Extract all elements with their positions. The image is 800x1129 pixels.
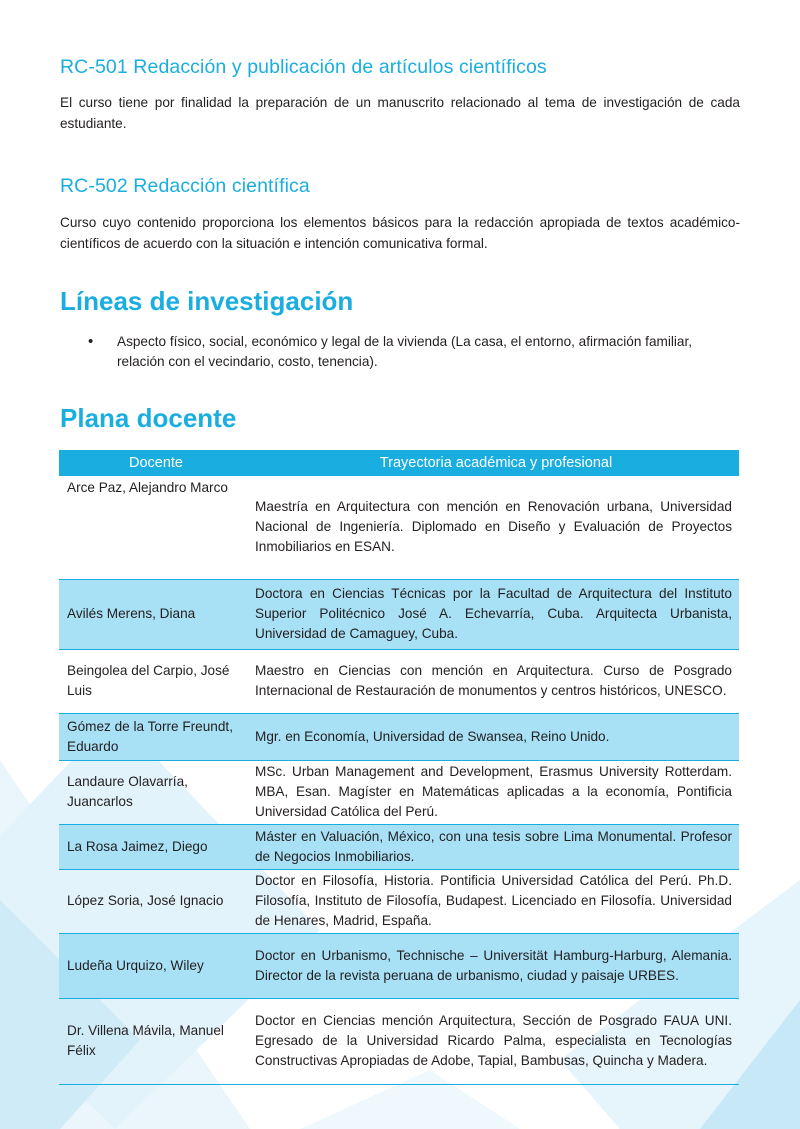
docente-trajectory: Doctora en Ciencias Técnicas por la Facultad de Arquitectura del Instituto Superior Politécnico José A. Echevarría, Cuba. Arquitecta Urbanista, Universidad de Camaguey, Cuba.: [253, 579, 739, 649]
docente-trajectory: Máster en Valuación, México, con una tesis sobre Lima Monumental. Profesor de Negocios Inmobiliarios.: [253, 824, 739, 869]
docente-trajectory: Doctor en Urbanismo, Technische – Universität Hamburg-Harburg, Alemania. Director de la revista peruana de urbanismo, ciudad y paisaje URBES.: [253, 933, 739, 998]
research-line-item: • Aspecto físico, social, económico y legal de la vivienda (La casa, el entorno, afirmación familiar, relación con el vecindario, costo, tenencia).: [88, 332, 708, 372]
docente-name: Dr. Villena Mávila, Manuel Félix: [59, 998, 253, 1084]
docente-name: López Soria, José Ignacio: [59, 869, 253, 933]
header-trayectoria: Trayectoria académica y profesional: [253, 450, 739, 476]
table-row: [59, 998, 739, 1084]
docente-trajectory: Doctor en Ciencias mención Arquitectura, Sección de Posgrado FAUA UNI. Egresado de la Universidad Ricardo Palma, especialista en Tecnologías Constructivas Apropiadas de Adobe, Tapial, Bambusas, Quincha y Madera.: [253, 998, 739, 1084]
docente-trajectory: MSc. Urban Management and Development, Erasmus University Rotterdam. MBA, Esan. Magíster en Matemáticas aplicadas a la economía, Pontificia Universidad Católica del Perú.: [253, 760, 739, 824]
table-row: [59, 933, 739, 998]
docente-name: Landaure Olavarría, Juancarlos: [59, 760, 253, 824]
docente-trajectory: Maestro en Ciencias con mención en Arquitectura. Curso de Posgrado Internacional de Restauración de monumentos y centros históricos, UNESCO.: [253, 649, 739, 713]
table-row: [59, 713, 739, 760]
docente-name: La Rosa Jaimez, Diego: [59, 824, 253, 869]
table-row: [59, 579, 739, 649]
table-row: [59, 760, 739, 824]
course-description-rc502: Curso cuyo contenido proporciona los elementos básicos para la redacción apropiada de textos académico-científicos de acuerdo con la situación e intención comunicativa formal.: [60, 215, 740, 251]
research-lines-list: [88, 332, 708, 372]
research-lines-title: Líneas de investigación: [60, 286, 354, 316]
course-description-rc501: El curso tiene por finalidad la preparación de un manuscrito relacionado al tema de investigación de cada estudiante.: [60, 95, 740, 131]
faculty-table-header: [59, 450, 739, 476]
table-row: [59, 476, 739, 579]
course-title-rc502: RC-502 Redacción científica: [60, 175, 310, 197]
docente-name: Gómez de la Torre Freundt, Eduardo: [59, 713, 253, 760]
docente-name: Ludeña Urquizo, Wiley: [59, 933, 253, 998]
table-row: [59, 649, 739, 713]
docente-trajectory: Doctor en Filosofía, Historia. Pontificia Universidad Católica del Perú. Ph.D. Filosofía, Instituto de Filosofía, Budapest. Licenciado en Filosofía. Universidad de Henares, Madrid, España.: [253, 869, 739, 933]
docente-trajectory: Mgr. en Economía, Universidad de Swansea, Reino Unido.: [253, 713, 739, 760]
docente-name: Avilés Merens, Diana: [59, 579, 253, 649]
docente-trajectory: Maestría en Arquitectura con mención en Renovación urbana, Universidad Nacional de Ingeniería. Diplomado en Diseño y Evaluación de Proyectos Inmobiliarios en ESAN.: [253, 476, 739, 579]
table-row: [59, 869, 739, 933]
faculty-table: [59, 450, 739, 1085]
header-docente: Docente: [59, 450, 253, 476]
course-title-rc501: RC-501 Redacción y publicación de artículos científicos: [60, 56, 547, 78]
docente-name: Arce Paz, Alejandro Marco: [59, 476, 253, 579]
docente-name: Beingolea del Carpio, José Luis: [59, 649, 253, 713]
table-row: [59, 824, 739, 869]
faculty-title: Plana docente: [60, 403, 237, 433]
